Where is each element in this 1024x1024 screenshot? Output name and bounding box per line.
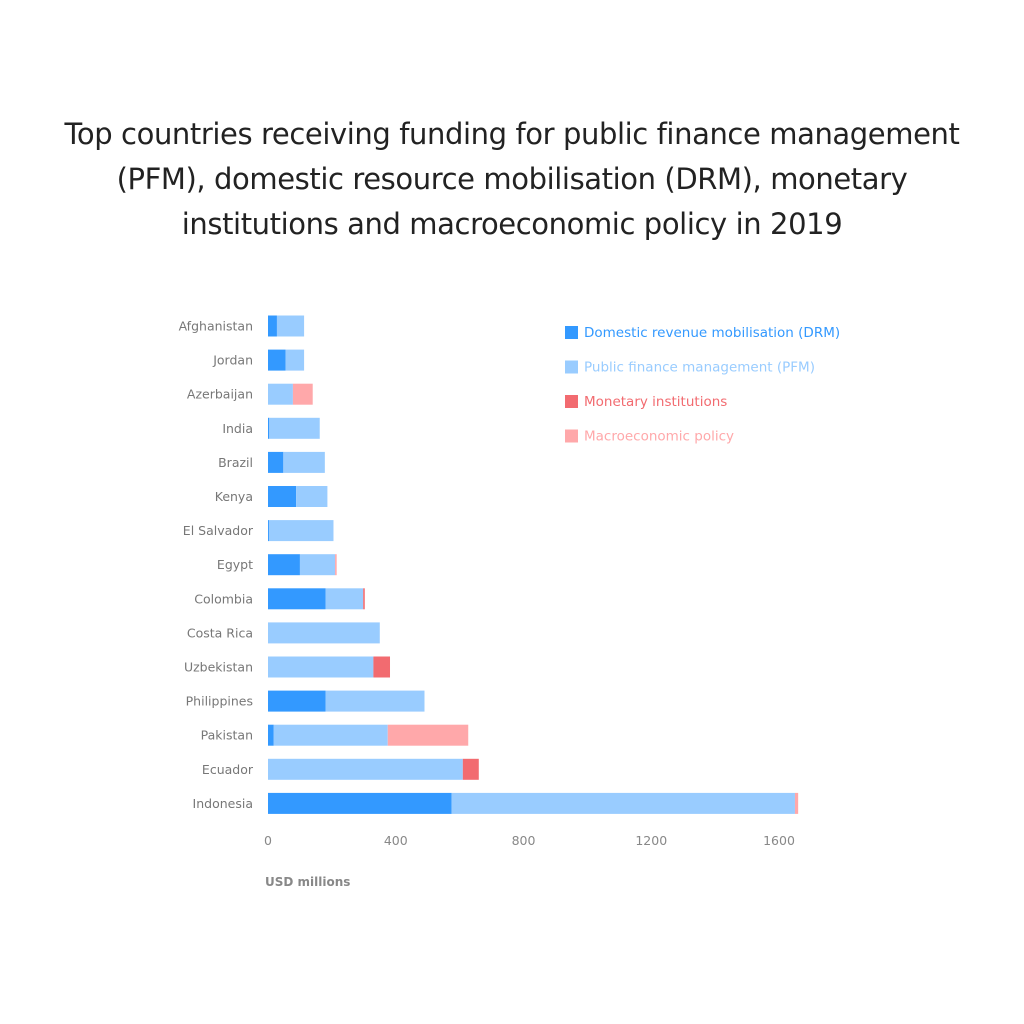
category-label: Philippines [185, 693, 253, 709]
bar-segment [268, 759, 463, 780]
bar-segment [268, 793, 452, 814]
legend [565, 325, 840, 445]
bar-segment [283, 452, 325, 473]
category-label: Uzbekistan [183, 659, 253, 675]
x-tick-label: 0 [264, 833, 272, 848]
bar-segment [268, 520, 269, 541]
x-axis-title: USD millions [265, 875, 351, 889]
x-tick-label: 800 [511, 833, 536, 848]
x-tick-label: 1200 [635, 833, 668, 848]
bar-segment [268, 452, 283, 473]
bar-segment [268, 657, 373, 678]
bar-segment [268, 418, 269, 439]
x-axis-ticks [264, 833, 795, 848]
bar-segment [373, 657, 390, 678]
bar-segment [286, 350, 305, 371]
category-label: Kenya [214, 489, 253, 504]
bar-segment [325, 588, 363, 609]
bar-segment [268, 725, 274, 746]
category-label: Egypt [216, 557, 253, 573]
category-label: Pakistan [200, 727, 253, 743]
bar-segment [363, 588, 365, 609]
bar-segment [268, 486, 296, 507]
bar-segment [268, 588, 325, 609]
legend-swatch [565, 430, 578, 443]
bar-segment [452, 793, 795, 814]
bar-segment [268, 622, 380, 643]
bar-segment [795, 793, 798, 814]
x-tick-label: 400 [383, 833, 408, 848]
bar-segment [274, 725, 388, 746]
bar-segment [268, 691, 325, 712]
bar-segment [269, 520, 334, 541]
bars-group [268, 316, 798, 814]
bar-segment [277, 316, 304, 337]
bar-segment [268, 554, 300, 575]
bar-segment [296, 486, 327, 507]
bar-segment [293, 384, 313, 405]
category-label: Colombia [194, 591, 253, 607]
category-label: Costa Rica [186, 625, 253, 641]
legend-swatch [565, 395, 578, 408]
bar-segment [300, 554, 335, 575]
x-tick-label: 1600 [763, 833, 795, 848]
category-label: Indonesia [192, 795, 253, 811]
chart-title: Top countries receiving funding for public finance management (PFM), domestic resource mobilisation (DRM), monetary institutions and macroeconomic policy in 2019 [64, 117, 960, 241]
category-labels [179, 319, 254, 811]
category-label: Ecuador [201, 761, 253, 777]
bar-segment [268, 316, 277, 337]
bar-segment [335, 554, 337, 575]
legend-label: Macroeconomic policy [584, 428, 735, 445]
legend-label: Public finance management (PFM) [584, 359, 815, 376]
category-label: Azerbaijan [186, 386, 253, 402]
category-label: Jordan [213, 352, 253, 368]
legend-swatch [565, 361, 578, 374]
category-label: Afghanistan [178, 318, 253, 334]
legend-label: Monetary institutions [584, 394, 728, 410]
category-label: Brazil [218, 454, 253, 470]
legend-label: Domestic revenue mobilisation (DRM) [584, 325, 841, 341]
bar-segment [388, 725, 468, 746]
category-label: India [222, 420, 253, 436]
bar-segment [463, 759, 479, 780]
bar-segment [268, 384, 293, 405]
legend-swatch [565, 326, 578, 339]
bar-segment [325, 691, 424, 712]
bar-segment [269, 418, 319, 439]
category-label: El Salvador [182, 523, 253, 539]
bar-segment [268, 350, 286, 371]
